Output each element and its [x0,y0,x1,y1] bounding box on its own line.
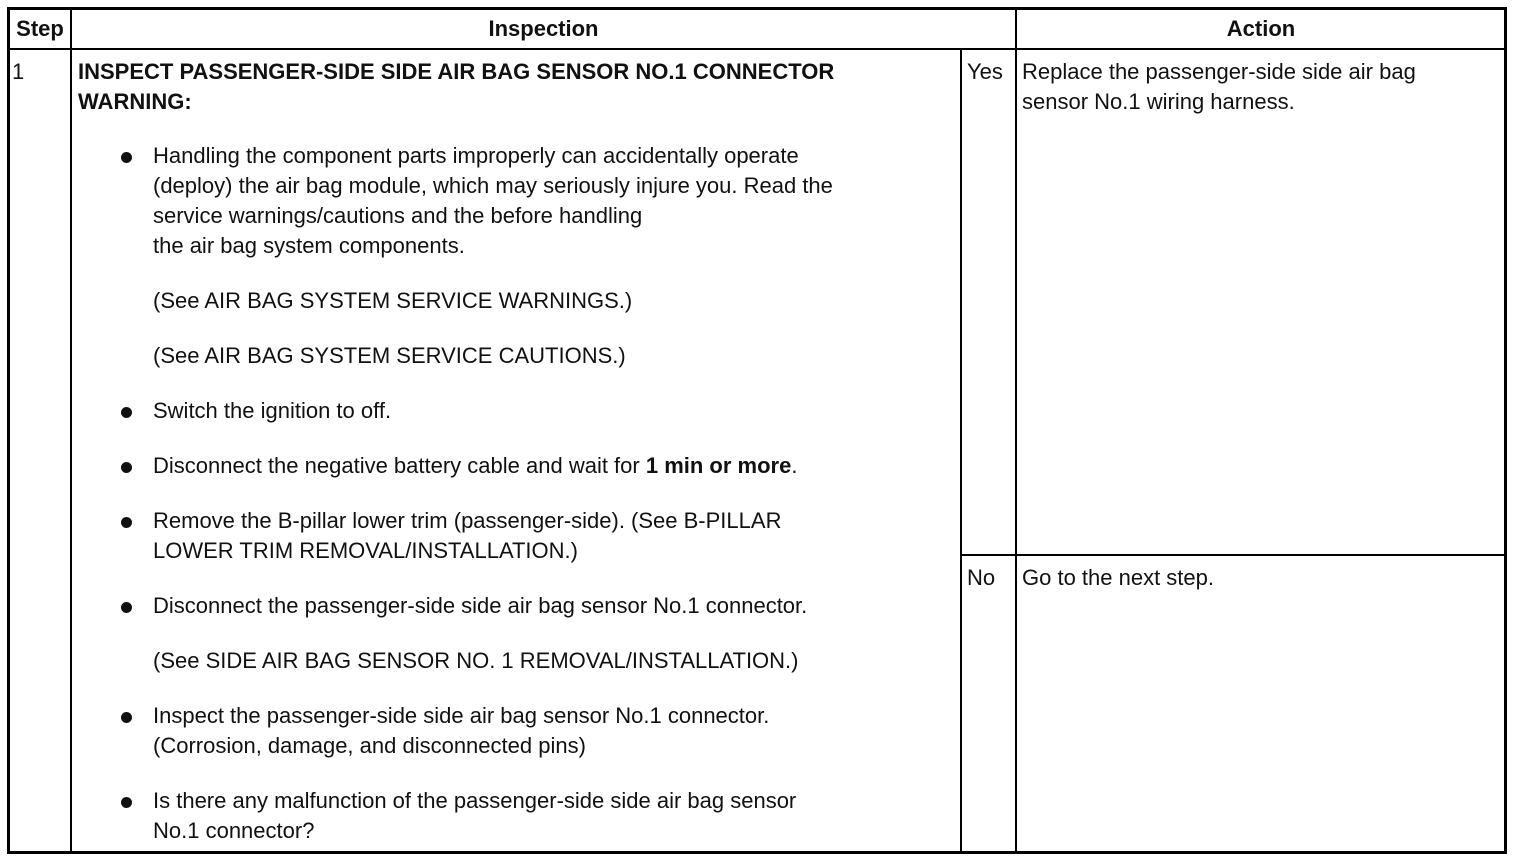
list-item-ignition: Switch the ignition to off. [153,398,392,423]
no-label: No [967,565,996,590]
bullet-icon [121,712,132,723]
bullet-icon [121,407,132,418]
see-sensor-removal: (See SIDE AIR BAG SENSOR NO. 1 REMOVAL/INSTALLATION.) [153,648,799,673]
wait-duration: 1 min or more [645,453,792,478]
inspection-title: INSPECT PASSENGER-SIDE SIDE AIR BAG SENSOR NO.1 CONNECTOR [78,59,835,84]
yes-label: Yes [967,59,1003,84]
yes-no-divider [961,554,1506,556]
battery-text: Disconnect the negative battery cable and wait for [153,453,646,478]
header-inspection: Inspection [488,16,599,41]
bullet-icon [121,517,132,528]
battery-period: . [791,453,798,478]
col-divider-action [1015,8,1017,853]
col-divider-step [70,8,72,853]
step-number: 1 [12,59,25,84]
bullet-icon [121,602,132,613]
list-item-inspect: Inspect the passenger-side side air bag sensor No.1 connector. (Corrosion, damage, and disconnected pins) [153,703,770,758]
no-action: Go to the next step. [1022,565,1215,590]
list-item-warning: Handling the component parts improperly can accidentally operate (deploy) the air bag module, which may seriously injure you. Read the service warnings/cautions and the before handling the air bag system components. [153,143,833,258]
see-service-warnings: (See AIR BAG SYSTEM SERVICE WARNINGS.) [153,288,633,313]
bullet-icon [121,152,132,163]
bullet-icon [121,797,132,808]
col-divider-yesno [960,49,962,853]
header-action: Action [1226,16,1296,41]
bullet-icon [121,462,132,473]
list-item-disconnect: Disconnect the passenger-side side air bag sensor No.1 connector. [153,593,808,618]
list-item-battery [153,451,797,481]
see-service-cautions: (See AIR BAG SYSTEM SERVICE CAUTIONS.) [153,343,626,368]
list-item-trim: Remove the B-pillar lower trim (passenger-side). (See B-PILLAR LOWER TRIM REMOVAL/INSTALLATION.) [153,508,782,563]
header-step: Step [16,16,64,41]
list-item-question: Is there any malfunction of the passenger-side side air bag sensor No.1 connector? [153,788,797,843]
warning-label: WARNING: [78,89,192,114]
yes-action: Replace the passenger-side side air bag sensor No.1 wiring harness. [1022,59,1416,114]
